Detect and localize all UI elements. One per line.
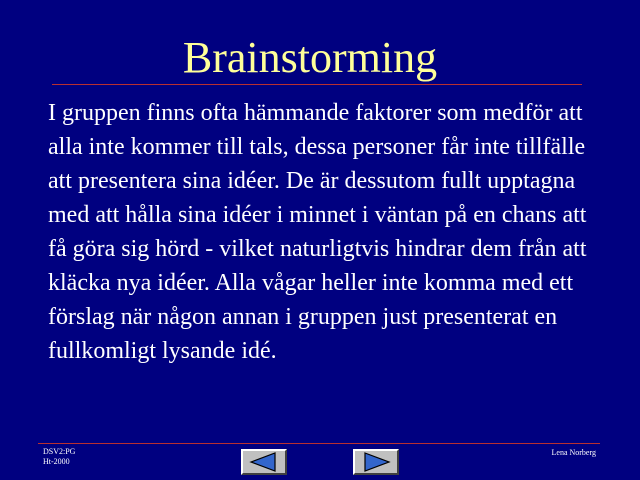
title-divider: [52, 84, 582, 85]
slide-title: Brainstorming: [182, 33, 438, 82]
next-slide-button[interactable]: [353, 449, 399, 475]
previous-slide-button[interactable]: [241, 449, 287, 475]
footer-course-info: [43, 447, 75, 467]
footer-author: Lena Norberg: [551, 448, 596, 457]
triangle-left-icon: [243, 451, 285, 473]
slide-body-text: I gruppen finns ofta hämmande faktorer som medför att alla inte kommer till tals, dessa personer får inte tillfälle att presentera sina idéer. De är dessutom fullt upptagna med att hålla sina idéer i minnet i väntan på en chans att få göra sig hörd - vilket naturligtvis hindrar dem från att kläcka nya idéer. Alla vågar heller inte komma med ett förslag när någon annan i gruppen just presenterat en fullkomligt lysande idé.: [48, 100, 587, 364]
footer-divider: [38, 443, 600, 444]
triangle-right-icon: [355, 451, 397, 473]
footer-term: Ht-2000: [43, 457, 70, 466]
footer-course: DSV2:PG: [43, 447, 76, 456]
